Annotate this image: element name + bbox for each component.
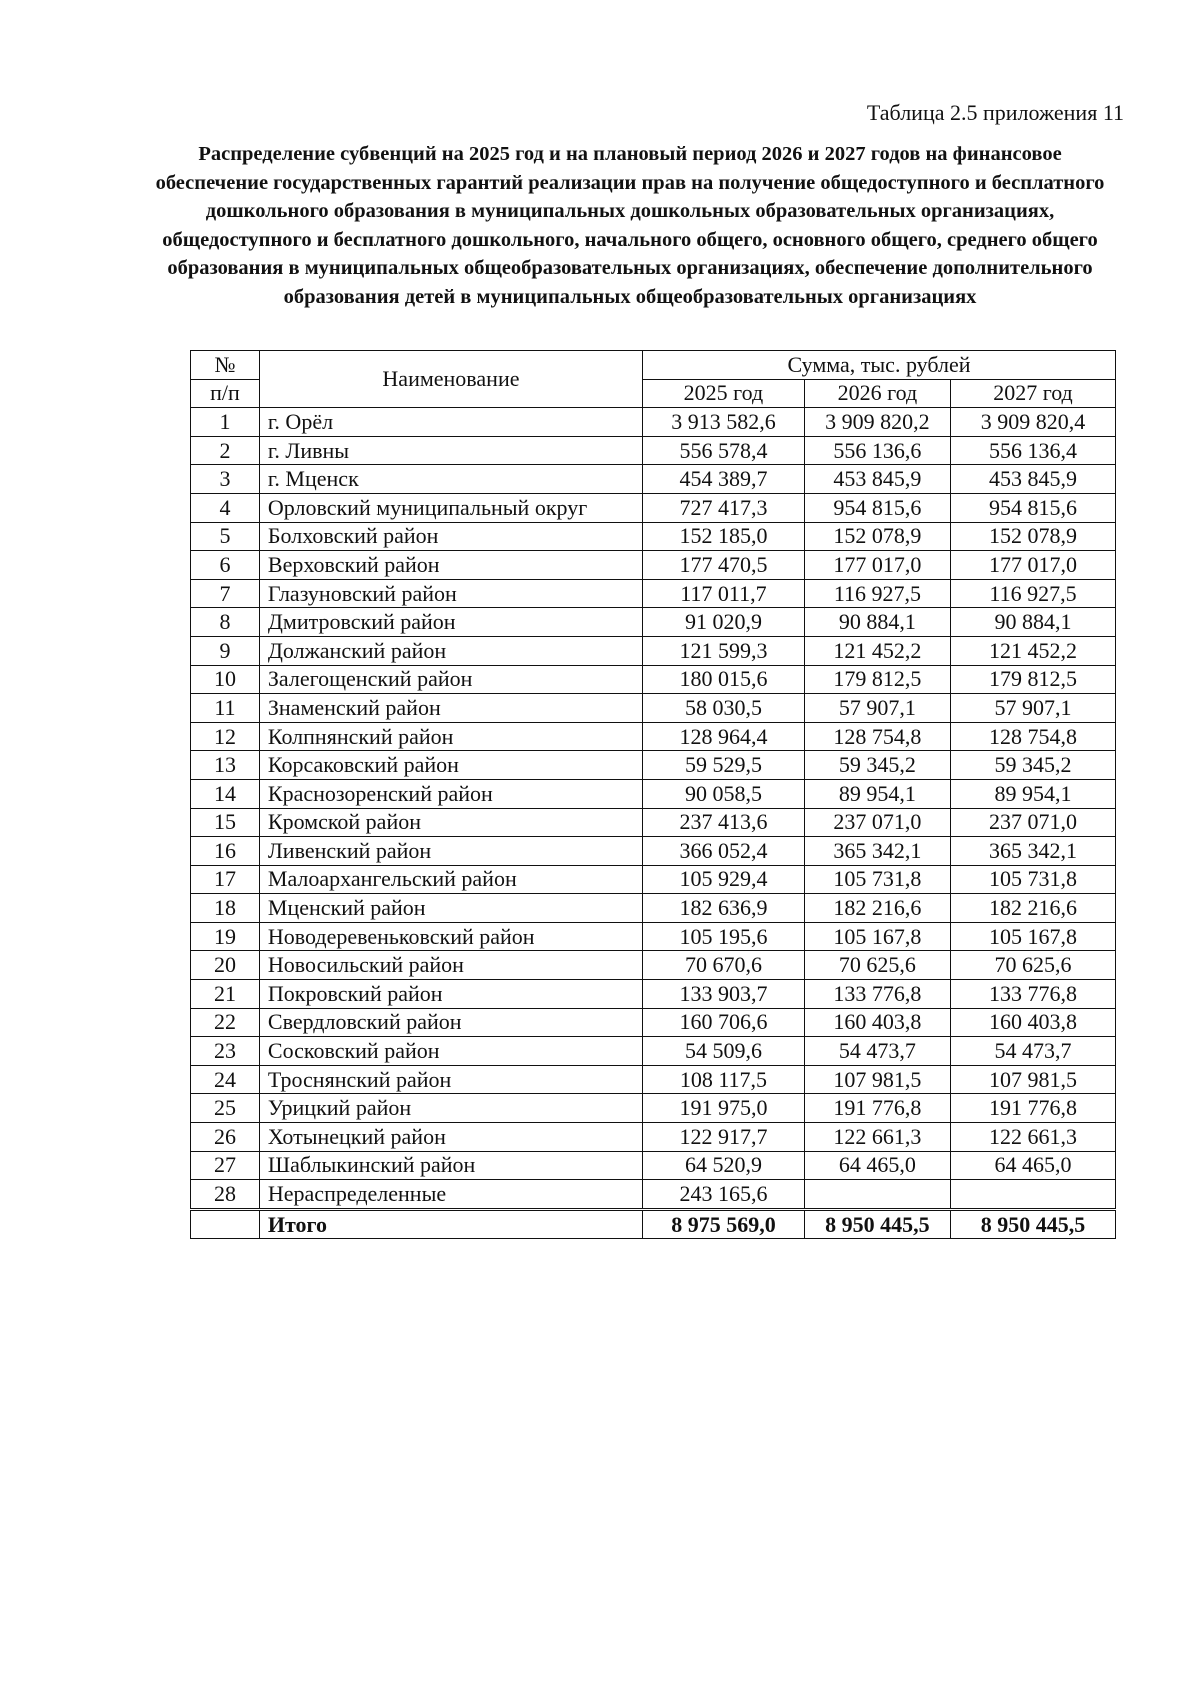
cell-name: Верховский район: [259, 551, 642, 580]
cell-2027: 116 927,5: [951, 579, 1116, 608]
cell-num: 10: [191, 665, 260, 694]
table-header: [191, 351, 1116, 408]
cell-name: Покровский район: [259, 980, 642, 1009]
header-year-2026: 2026 год: [804, 379, 950, 408]
cell-name: г. Мценск: [259, 465, 642, 494]
cell-2027: 59 345,2: [951, 751, 1116, 780]
cell-2026: 57 907,1: [804, 694, 950, 723]
table-row: [191, 1008, 1116, 1037]
cell-2027: 122 661,3: [951, 1123, 1116, 1152]
cell-2027: 556 136,4: [951, 436, 1116, 465]
cell-name: Знаменский район: [259, 694, 642, 723]
cell-2026: 160 403,8: [804, 1008, 950, 1037]
cell-2027: 191 776,8: [951, 1094, 1116, 1123]
cell-num: 19: [191, 922, 260, 951]
cell-num: [191, 1209, 260, 1239]
table-row: [191, 1094, 1116, 1123]
table-row: [191, 665, 1116, 694]
cell-2025: 727 417,3: [643, 493, 805, 522]
cell-2025: 91 020,9: [643, 608, 805, 637]
cell-name: Ливенский район: [259, 837, 642, 866]
cell-2026: 365 342,1: [804, 837, 950, 866]
cell-2026: 121 452,2: [804, 636, 950, 665]
cell-2025: 108 117,5: [643, 1065, 805, 1094]
cell-2027: 365 342,1: [951, 837, 1116, 866]
cell-2025: 58 030,5: [643, 694, 805, 723]
cell-num: 18: [191, 894, 260, 923]
cell-2026: 556 136,6: [804, 436, 950, 465]
cell-2027: 90 884,1: [951, 608, 1116, 637]
cell-2025: 121 599,3: [643, 636, 805, 665]
cell-2026: 179 812,5: [804, 665, 950, 694]
cell-2026: 453 845,9: [804, 465, 950, 494]
cell-2027: 133 776,8: [951, 980, 1116, 1009]
cell-2026: 128 754,8: [804, 722, 950, 751]
cell-name: Новодеревеньковский район: [259, 922, 642, 951]
cell-num: 9: [191, 636, 260, 665]
table-row: [191, 465, 1116, 494]
document-title: Распределение субвенций на 2025 год и на плановый период 2026 и 2027 годов на финансовое обеспечение государственных гарантий реализации прав на получение общедоступного и бесплатного дошкольного образования в муниципальных дошкольных образовательных организациях, общедоступного и бесплатного дошкольного, начального общего, основного общего, среднего общего образования в муниципальных общеобразовательных организациях, обеспечение дополнительного образования детей в муниципальных общеобразовательных организациях: [155, 143, 1105, 308]
cell-num: 28: [191, 1180, 260, 1210]
cell-2026: 107 981,5: [804, 1065, 950, 1094]
cell-2025: 366 052,4: [643, 837, 805, 866]
cell-num: 13: [191, 751, 260, 780]
cell-name: г. Ливны: [259, 436, 642, 465]
cell-2025: 117 011,7: [643, 579, 805, 608]
cell-2026: 70 625,6: [804, 951, 950, 980]
cell-2025: 160 706,6: [643, 1008, 805, 1037]
cell-2026: 54 473,7: [804, 1037, 950, 1066]
cell-2027: 954 815,6: [951, 493, 1116, 522]
cell-2027: 8 950 445,5: [951, 1209, 1116, 1239]
distribution-table: [190, 350, 1116, 1239]
cell-num: 25: [191, 1094, 260, 1123]
cell-2027: 160 403,8: [951, 1008, 1116, 1037]
cell-2025: 128 964,4: [643, 722, 805, 751]
cell-2025: 556 578,4: [643, 436, 805, 465]
table-row: [191, 722, 1116, 751]
cell-2026: [804, 1180, 950, 1210]
header-sum: Сумма, тыс. рублей: [643, 351, 1116, 380]
cell-2026: 8 950 445,5: [804, 1209, 950, 1239]
table-row: [191, 1065, 1116, 1094]
cell-name: Свердловский район: [259, 1008, 642, 1037]
cell-2026: 152 078,9: [804, 522, 950, 551]
cell-2026: 59 345,2: [804, 751, 950, 780]
cell-name: Должанский район: [259, 636, 642, 665]
cell-2025: 243 165,6: [643, 1180, 805, 1210]
header-num-line2: п/п: [191, 379, 260, 408]
cell-2025: 105 929,4: [643, 865, 805, 894]
cell-name: Итого: [259, 1209, 642, 1239]
cell-2025: 70 670,6: [643, 951, 805, 980]
table-row: [191, 1123, 1116, 1152]
cell-2027: 121 452,2: [951, 636, 1116, 665]
cell-2027: 107 981,5: [951, 1065, 1116, 1094]
cell-2026: 105 731,8: [804, 865, 950, 894]
table-row: [191, 551, 1116, 580]
cell-num: 27: [191, 1151, 260, 1180]
table-row: [191, 1180, 1116, 1210]
cell-2027: [951, 1180, 1116, 1210]
cell-2025: 237 413,6: [643, 808, 805, 837]
table-row: [191, 837, 1116, 866]
cell-name: Нераспределенные: [259, 1180, 642, 1210]
header-num-line1: №: [191, 351, 260, 380]
cell-2025: 105 195,6: [643, 922, 805, 951]
cell-2025: 182 636,9: [643, 894, 805, 923]
cell-2026: 3 909 820,2: [804, 408, 950, 437]
cell-name: Болховский район: [259, 522, 642, 551]
cell-2025: 133 903,7: [643, 980, 805, 1009]
cell-num: 5: [191, 522, 260, 551]
cell-name: Шаблыкинский район: [259, 1151, 642, 1180]
cell-2025: 122 917,7: [643, 1123, 805, 1152]
cell-num: 4: [191, 493, 260, 522]
table-row: [191, 636, 1116, 665]
cell-name: Мценский район: [259, 894, 642, 923]
cell-2026: 116 927,5: [804, 579, 950, 608]
cell-2027: 105 731,8: [951, 865, 1116, 894]
cell-name: Малоархангельский район: [259, 865, 642, 894]
cell-name: Троснянский район: [259, 1065, 642, 1094]
cell-2027: 453 845,9: [951, 465, 1116, 494]
header-year-2027: 2027 год: [951, 379, 1116, 408]
cell-num: 12: [191, 722, 260, 751]
cell-2027: 57 907,1: [951, 694, 1116, 723]
header-name: Наименование: [259, 351, 642, 408]
cell-2026: 89 954,1: [804, 779, 950, 808]
cell-2027: 89 954,1: [951, 779, 1116, 808]
cell-num: 3: [191, 465, 260, 494]
cell-2025: 3 913 582,6: [643, 408, 805, 437]
header-year-2025: 2025 год: [643, 379, 805, 408]
cell-2027: 105 167,8: [951, 922, 1116, 951]
cell-num: 1: [191, 408, 260, 437]
cell-name: Краснозоренский район: [259, 779, 642, 808]
cell-num: 26: [191, 1123, 260, 1152]
cell-2026: 133 776,8: [804, 980, 950, 1009]
cell-name: Колпнянский район: [259, 722, 642, 751]
cell-2026: 182 216,6: [804, 894, 950, 923]
cell-2025: 180 015,6: [643, 665, 805, 694]
table-row: [191, 751, 1116, 780]
cell-num: 14: [191, 779, 260, 808]
cell-2027: 128 754,8: [951, 722, 1116, 751]
table-row: [191, 579, 1116, 608]
cell-2026: 954 815,6: [804, 493, 950, 522]
table-row: [191, 694, 1116, 723]
cell-2026: 237 071,0: [804, 808, 950, 837]
cell-name: Хотынецкий район: [259, 1123, 642, 1152]
cell-2027: 177 017,0: [951, 551, 1116, 580]
cell-2026: 90 884,1: [804, 608, 950, 637]
table-row: [191, 779, 1116, 808]
cell-num: 22: [191, 1008, 260, 1037]
cell-name: г. Орёл: [259, 408, 642, 437]
cell-2027: 152 078,9: [951, 522, 1116, 551]
cell-2025: 152 185,0: [643, 522, 805, 551]
table-caption: Таблица 2.5 приложения 11: [866, 100, 1124, 125]
cell-num: 8: [191, 608, 260, 637]
cell-name: Орловский муниципальный округ: [259, 493, 642, 522]
cell-2026: 122 661,3: [804, 1123, 950, 1152]
cell-2026: 191 776,8: [804, 1094, 950, 1123]
cell-num: 24: [191, 1065, 260, 1094]
cell-num: 20: [191, 951, 260, 980]
cell-2027: 237 071,0: [951, 808, 1116, 837]
table-row: [191, 1151, 1116, 1180]
cell-2025: 90 058,5: [643, 779, 805, 808]
cell-num: 7: [191, 579, 260, 608]
cell-name: Дмитровский район: [259, 608, 642, 637]
cell-num: 21: [191, 980, 260, 1009]
table-row: [191, 408, 1116, 437]
cell-name: Корсаковский район: [259, 751, 642, 780]
cell-2026: 64 465,0: [804, 1151, 950, 1180]
table-body: [191, 408, 1116, 1239]
table-row: [191, 922, 1116, 951]
cell-num: 17: [191, 865, 260, 894]
cell-2027: 3 909 820,4: [951, 408, 1116, 437]
cell-name: Залегощенский район: [259, 665, 642, 694]
cell-name: Сосковский район: [259, 1037, 642, 1066]
cell-name: Урицкий район: [259, 1094, 642, 1123]
cell-2025: 8 975 569,0: [643, 1209, 805, 1239]
table-row: [191, 608, 1116, 637]
cell-name: Новосильский район: [259, 951, 642, 980]
cell-2027: 64 465,0: [951, 1151, 1116, 1180]
cell-num: 2: [191, 436, 260, 465]
cell-num: 16: [191, 837, 260, 866]
cell-num: 23: [191, 1037, 260, 1066]
cell-num: 6: [191, 551, 260, 580]
cell-2027: 179 812,5: [951, 665, 1116, 694]
cell-name: Кромской район: [259, 808, 642, 837]
cell-2026: 105 167,8: [804, 922, 950, 951]
cell-2025: 64 520,9: [643, 1151, 805, 1180]
table-row: [191, 436, 1116, 465]
table-row: [191, 980, 1116, 1009]
cell-num: 15: [191, 808, 260, 837]
cell-2025: 191 975,0: [643, 1094, 805, 1123]
cell-2027: 70 625,6: [951, 951, 1116, 980]
table-row: [191, 894, 1116, 923]
cell-2027: 54 473,7: [951, 1037, 1116, 1066]
table-row: [191, 808, 1116, 837]
table-row: [191, 522, 1116, 551]
cell-2025: 454 389,7: [643, 465, 805, 494]
cell-2027: 182 216,6: [951, 894, 1116, 923]
table-row: [191, 1037, 1116, 1066]
cell-2025: 54 509,6: [643, 1037, 805, 1066]
cell-2025: 59 529,5: [643, 751, 805, 780]
cell-name: Глазуновский район: [259, 579, 642, 608]
table-row: [191, 865, 1116, 894]
cell-2026: 177 017,0: [804, 551, 950, 580]
cell-num: 11: [191, 694, 260, 723]
table-row: [191, 951, 1116, 980]
table-row: [191, 493, 1116, 522]
total-row: [191, 1209, 1116, 1239]
cell-2025: 177 470,5: [643, 551, 805, 580]
